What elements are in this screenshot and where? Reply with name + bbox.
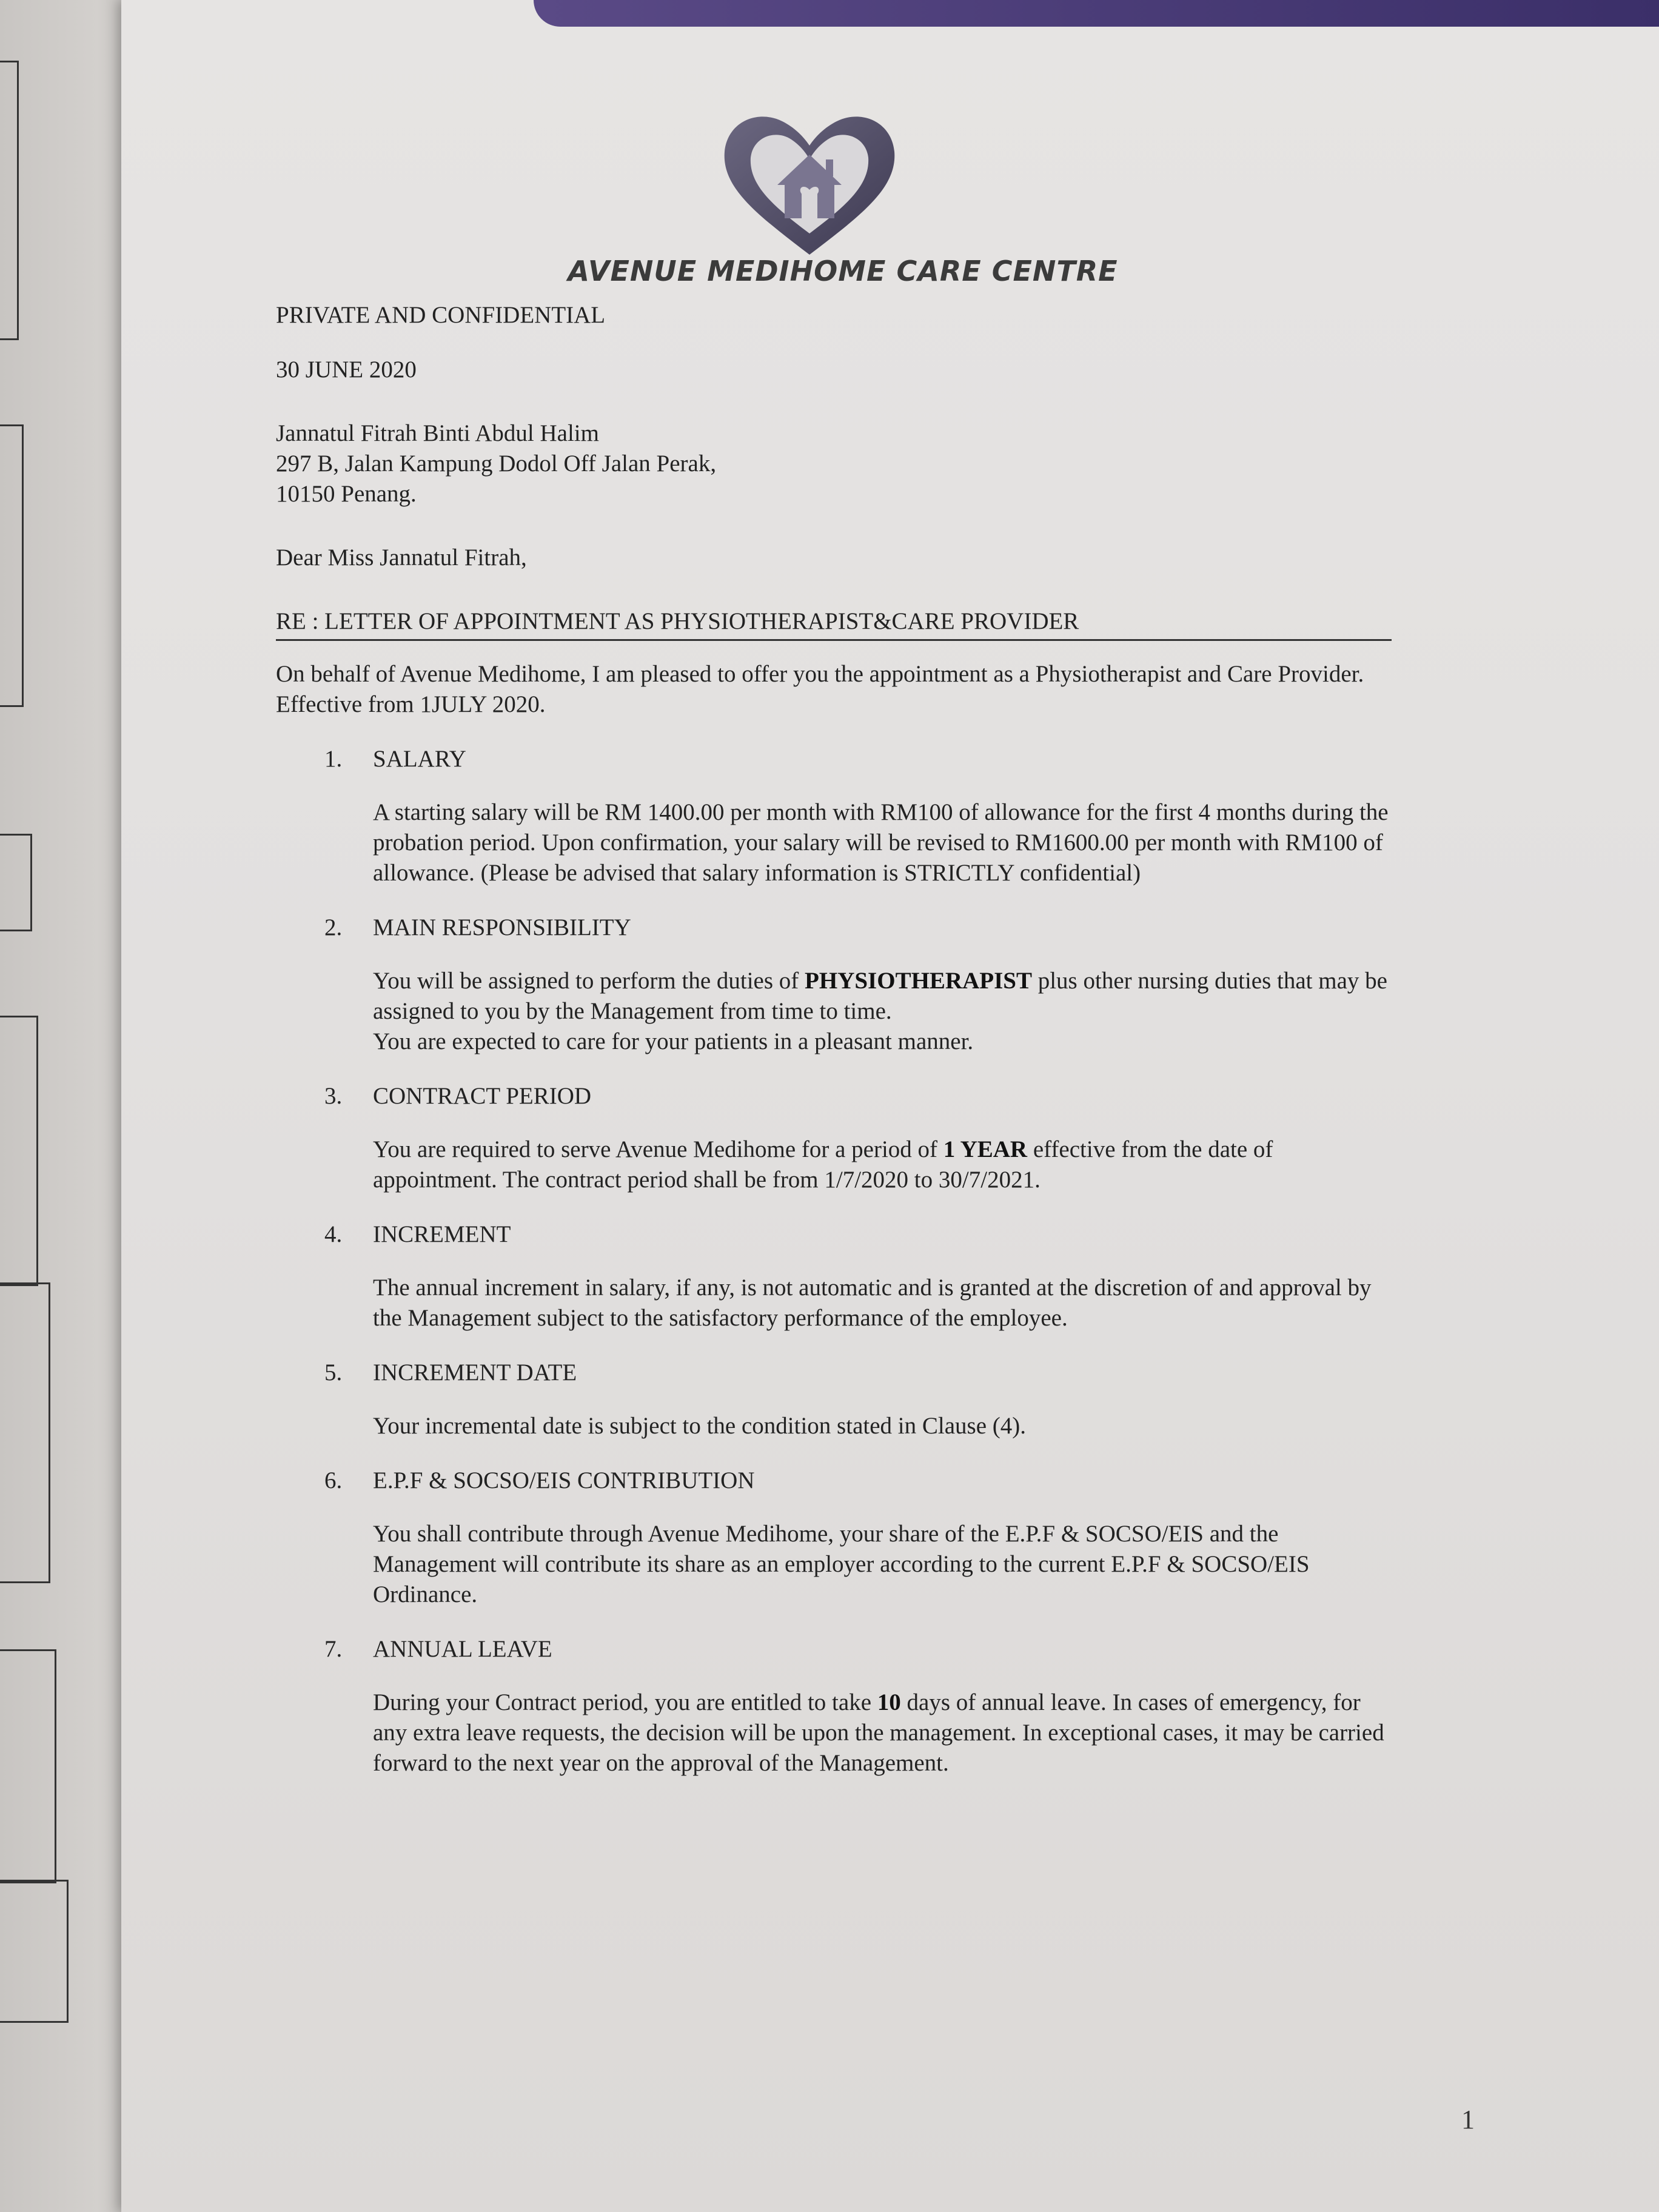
clause-number: 1. (324, 746, 343, 772)
clause-title: ANNUAL LEAVE (373, 1636, 552, 1662)
letter-body (276, 300, 1392, 1778)
subject-line: RE : LETTER OF APPOINTMENT AS PHYSIOTHERAPIST&CARE PROVIDER (276, 606, 1392, 641)
underlying-form-page (0, 0, 139, 2212)
clause-text-part: You will be assigned to perform the duties of (373, 968, 805, 994)
letter-page (121, 0, 1659, 2212)
page-number: 1 (1461, 2105, 1475, 2134)
clause-text (373, 966, 1392, 1057)
clause-text-part: effective from the date of appointment. The contract period shall be from 1/7/2020 to 30/7/2021. (373, 1136, 1273, 1193)
clause-number: 6. (324, 1467, 343, 1493)
form-box (0, 1016, 38, 1286)
clause-title: INCREMENT DATE (373, 1359, 577, 1386)
clause-increment (324, 1219, 1392, 1333)
clause-main-responsibility (324, 913, 1392, 1057)
clause-text-bold: 1 YEAR (943, 1136, 1028, 1162)
clause-text: A starting salary will be RM 1400.00 per month with RM100 of allowance for the first 4 months during the probation period. Upon confirmation, your salary will be revised to RM1600.00 per month with RM100 of allowance. (Please be advised that salary information is STRICTLY confidential) (373, 799, 1389, 886)
clause-text (373, 1687, 1392, 1778)
clause-text: You shall contribute through Avenue Medihome, your share of the E.P.F & SOCSO/EIS and the Management will contribute its share as an employer according to the current E.P.F & SOCSO/EIS Ordinance. (373, 1521, 1310, 1607)
intro-paragraph: On behalf of Avenue Medihome, I am pleased to offer you the appointment as a Physiotherapist and Care Provider. Effective from 1JULY 2020. (276, 661, 1364, 717)
address-line: 297 B, Jalan Kampung Dodol Off Jalan Perak, (276, 451, 717, 477)
clause-annual-leave (324, 1634, 1392, 1778)
form-box (0, 1649, 56, 1883)
form-box (0, 61, 19, 340)
address-line: 10150 Penang. (276, 481, 417, 507)
letter-date: 30 JUNE 2020 (276, 357, 417, 383)
clause-salary (324, 744, 1392, 888)
clause-text-part: You are required to serve Avenue Medihome for a period of (373, 1136, 943, 1162)
classification: PRIVATE AND CONFIDENTIAL (276, 302, 606, 328)
recipient-address (276, 418, 1392, 509)
clause-text-part: You are expected to care for your patients in a pleasant manner. (373, 1028, 974, 1054)
centre-name: AVENUE MEDIHOME CARE CENTRE (568, 255, 1118, 287)
clause-text-part: During your Contract period, you are entitled to take (373, 1689, 877, 1715)
clause-title: INCREMENT (373, 1221, 511, 1247)
clause-text-bold: 10 (877, 1689, 901, 1715)
clause-text-part: plus other nursing duties that may be assigned to you by the Management from time to time. (373, 968, 1387, 1024)
address-line: Jannatul Fitrah Binti Abdul Halim (276, 420, 599, 446)
clause-title: SALARY (373, 746, 466, 772)
clause-title: E.P.F & SOCSO/EIS CONTRIBUTION (373, 1467, 755, 1493)
clause-text (373, 1134, 1392, 1195)
form-box (0, 1282, 50, 1583)
form-box (0, 834, 32, 931)
clause-number: 5. (324, 1359, 343, 1386)
clause-text: The annual increment in salary, if any, is not automatic and is granted at the discretion of and approval by the Management subject to the satisfactory performance of the employee. (373, 1275, 1372, 1331)
clause-number: 2. (324, 914, 343, 940)
form-box (0, 424, 24, 707)
clause-number: 7. (324, 1636, 343, 1662)
clause-epf-socso (324, 1466, 1392, 1610)
salutation: Dear Miss Jannatul Fitrah, (276, 545, 527, 571)
clause-increment-date (324, 1358, 1392, 1441)
top-color-band (534, 0, 1659, 27)
clause-contract-period (324, 1081, 1392, 1195)
form-box (0, 1880, 69, 2023)
clause-text-bold: PHYSIOTHERAPIST (805, 968, 1032, 994)
clause-text-part: days of annual leave. In cases of emergency, for any extra leave requests, the decision will be upon the management. In exceptional cases, it may be carried forward to the next year on the approval of the Management. (373, 1689, 1384, 1776)
clause-number: 4. (324, 1221, 343, 1247)
clause-title: MAIN RESPONSIBILITY (373, 914, 631, 940)
heart-house-logo-icon (722, 112, 897, 258)
clause-number: 3. (324, 1083, 343, 1109)
clause-text: Your incremental date is subject to the condition stated in Clause (4). (373, 1413, 1026, 1439)
clause-title: CONTRACT PERIOD (373, 1083, 592, 1109)
